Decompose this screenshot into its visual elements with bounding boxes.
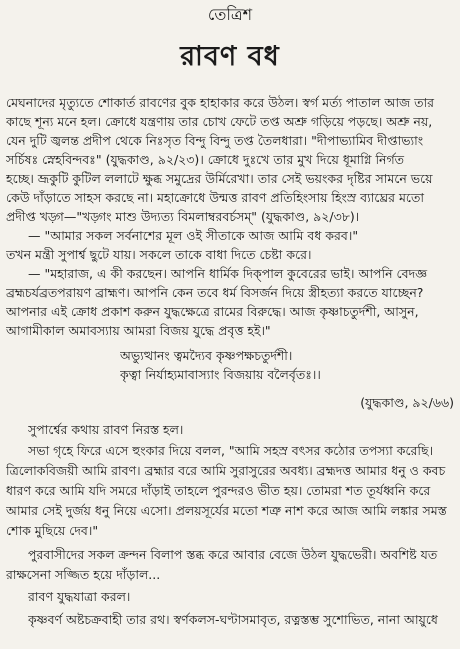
body-line: কৃষ্ণবর্ণ অষ্টচক্রবাহী তার রথ। স্বর্ণকলস-ঘণ্টাসমাবৃত, রত্নস্তম্ভ সুশোভিত, নানা আয়ুধে: [28, 612, 438, 627]
body-line: আগামীকাল অমাবস্যায় আমরা বিজয় যুদ্ধে প্রবৃত্ত হই।": [6, 323, 271, 338]
body-line: কেউ দাঁড়াতে সাহস করছে না। মহাক্রোধে উন্মত্ত রাবণ প্রতিহিংসায় হিংস্র ব্যাঘ্রের মতো: [6, 190, 424, 205]
body-line: মেঘনাদের মৃত্যুতে শোকার্ত রাবণের বুক হাহাকার করে উঠল। স্বর্গ মর্ত্য পাতাল আজ তার: [6, 95, 435, 110]
body-line: তখন মন্ত্রী সুপার্শ্ব ছুটে যায়। সকলে তাকে বাধা দিতে চেষ্টা করে।: [6, 247, 312, 262]
chapter-number: তেত্রিশ: [207, 5, 253, 24]
chapter-title: রাবণ বধ: [180, 41, 280, 72]
dialogue-line: — "মহারাজ, এ কী করছেন। আপনি ধার্মিক দিক্‌পাল কুবেরের ভাই। আপনি বেদজ্ঞ: [28, 266, 428, 281]
body-line: ধারণ করে আমি যদি সমরে দাঁড়াই তাহলে পুরন্দরও ভীত হয়। তোমরা শত তূর্যধ্বনি করে: [6, 483, 431, 498]
body-line: যেন দুটি জ্বলন্ত প্রদীপ থেকে নিঃসৃত বিন্দু বিন্দু তপ্ত তৈলধারা। "দীপাভ্যামিব দীপ্তাভ্যাং: [6, 133, 424, 148]
body-line: পুরবাসীদের সকল ক্রন্দন বিলাপ স্তব্ধ করে আবার বেজে উঠল যুদ্ধভেরী। অবশিষ্ট যত: [28, 547, 438, 562]
body-line: ব্রহ্মচর্যব্রতপরায়ণ ব্রাহ্মণ। আপনি কেন তবে ধর্ম বিসর্জন দিয়ে স্ত্রীহত্যা করতে যাচ্ছেন?: [6, 285, 424, 300]
body-line: শোক মুছিয়ে দেব।": [6, 523, 99, 538]
citation: (যুদ্ধকাণ্ড, ৯২/৬৬): [360, 395, 454, 410]
body-line: সভা গৃহে ফিরে এসে হুংকার দিয়ে বলল, "আমি সহস্র বৎসর কঠোর তপস্যা করেছি।: [28, 443, 434, 458]
body-line: রাবণ যুদ্ধযাত্রা করল।: [28, 589, 131, 604]
dialogue-line: — "আমার সকল সর্বনাশের মূল ওই সীতাকে আজ আমি বধ করব।": [28, 228, 359, 243]
body-line: আপনার এই ক্রোধ প্রকাশ করুন যুদ্ধক্ষেত্রে রামের বিরুদ্ধে। আজ কৃষ্ণাচতুর্দশী, আসুন,: [6, 304, 419, 319]
body-line: প্রদীপ্ত খড়্গ—"খড়্গং মাশু উদ্যত্য বিমলাম্বরবর্চসম্" (যুদ্ধকাণ্ড, ৯২/৩৮)।: [6, 209, 360, 224]
body-line: সর্চিষঃ স্নেহবিন্দবঃ" (যুদ্ধকাণ্ড, ৯২/২৩)। ক্রোধে দুঃখে তার মুখ দিয়ে ধূমাগ্নি নির্গত: [6, 152, 405, 167]
verse-line: কৃত্বা নির্যাহ্যমাবাস্যাং বিজয়ায় বলৈর্বৃতঃ।।: [120, 367, 321, 382]
body-line: সুপার্শ্বের কথায় রাবণ নিরস্ত হল।: [28, 422, 184, 437]
body-line: কাছে শূন্য মনে হল। ক্রোধে যন্ত্রণায় তার চোখ ফেটে তপ্ত অশ্রু গড়িয়ে পড়ছে। অশ্রু নয়,: [6, 114, 433, 129]
body-line: হচ্ছে। ভ্রূকুটি কুটিল ললাটে ক্ষুব্ধ সমুদ্রের উর্মিরেখা। তার সেই ভয়ংকর দৃষ্টির সামনে ভয়ে: [6, 171, 433, 186]
verse-line: অভ্যুত্থানং ত্বমদ্যৈব কৃষ্ণপক্ষচতুর্দশী।: [120, 348, 293, 363]
body-line: রাক্ষসেনা সজ্জিত হয়ে দাঁড়াল...: [6, 567, 161, 582]
body-line: আমার সেই দুর্জয় ধনু নিয়ে এসো। প্রলয়সূর্যের মতো শত্রু নাশ করে আজ আমি লঙ্কার সমস্ত: [6, 503, 447, 518]
body-line: ত্রিলোকবিজয়ী আমি রাবণ। ব্রহ্মার বরে আমি সুরাসুরের অবধ্য। ব্রহ্মদত্ত আমার ধনু ও কবচ: [6, 463, 446, 478]
